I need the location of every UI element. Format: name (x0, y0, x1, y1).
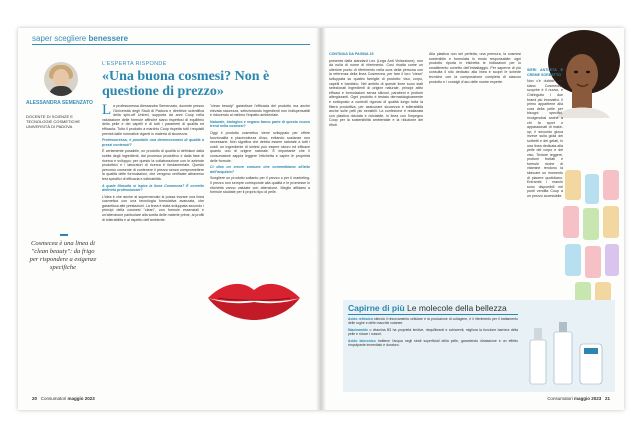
info-box-title-bold: Capirne di più (348, 303, 405, 313)
left-page (18, 28, 321, 410)
question-2: A quale filosofia si ispira la linea Cosmecea? È corretto definirla professionale? (102, 183, 204, 193)
header-kicker-plain: saper scegliere (32, 34, 89, 43)
left-issue: maggio 2023 (66, 396, 95, 401)
info-box-p2-text: o vitamina B3 ha proprietà lenitive, riequilibranti e schiarenti, migliora la funzione barriera della pelle e riduce i rossori. (348, 327, 518, 337)
right-magazine-name: Consumatori (547, 396, 573, 401)
col2-intro: "clean beauty" garantisce l'efficacia del prodotto ma anche elevata sicurezza, selezionando ingredienti non indispensabili e riducendo al minimo l'impatto ambientale. (210, 104, 310, 118)
left-footer (32, 396, 95, 401)
right-column-2 (429, 52, 521, 278)
right-page-number: 21 (604, 396, 610, 401)
section-header (32, 34, 128, 43)
sidebar-title: SIERI ANTI-ETÀ E CREME SORBETTO (527, 68, 563, 77)
right-col2-text: Alla plastica non sei perfetta, una premura, la cosmesi sostenibile e formulata in modo responsabile: ogni prodotto riporta in etichetta le indicazioni per lo smaltimento corretto dell'imballaggio. Per saperne di più consulta il sito dedicato alla linea e scopri le schede tecniche con la composizione completa di ciascun prodotto e i consigli d'uso delle nostre esperte. (429, 52, 521, 84)
author-name: ALESSANDRA SEMENZATO (26, 100, 93, 106)
right-col1-text: presenta dalla standard Leo (Lega Anti Vivisezione), non dà nulla di nome di riferimento. Così risalta come un ulteriore punto di riferimento nella cura della persona con la referenza della linea Cosmecea, per fare il loro "clean" sviluppata su quattro famiglie di prodotto: viso, corpo, capelli e bambino. Nel ambito di queste linee sono stati selezionati ingredienti di origine naturale, principi attivi efficaci e formulazioni senza siliconi, parabeni e profumi allergizzanti. Ogni prodotto è testato dermatologicamente e sottoposto a controlli rigorosi di qualità lungo tutta la filiera produttiva, per assicurare sicurezza e tollerabilità anche sulle pelli più sensibili. La confezione è realizzata con plastica riciclata e riciclabile, in linea con l'impegno Coop per la sostenibilità ambientale e la riduzione dei rifiuti. (329, 58, 423, 127)
spine-gutter (316, 28, 326, 410)
product-tubes-illustration (561, 170, 623, 310)
question-1: Professoressa, è possibile una dermocosmesi di qualità a prezzi contenuti? (102, 138, 204, 147)
right-issue: maggio 2023 (572, 396, 602, 401)
article-column-1 (102, 104, 204, 392)
info-box-p1-text: stimola il rinnovamento cellulare e la produzione di collagene, è il riferimento per il trattamento delle rughe e delle macchie cutanee. (348, 317, 518, 326)
intro-paragraph (102, 104, 204, 136)
article-column-2 (210, 104, 310, 274)
magazine-spread (18, 28, 624, 410)
article-title: «Una buona cosmesi? Non è questione di prezzo» (102, 69, 270, 99)
left-magazine-name: Consumatori (40, 396, 67, 401)
right-column-1 (329, 52, 423, 278)
avatar-body (49, 86, 73, 96)
sidebar-text: Non c'è dubbio che siano Cosmecea, scoprire è il nuovo, e Chiringuito i due brand più innovativi. Il primo appartiene alla cura della pelle per bisogni specifici, rivolgendosi anche a chi fa sport o appassionati di make-up; il secondo gioca invece sulla gioia dei sorbetti e dei gelati, in una linea dedicata alla pelle del corpo e del viso. Texture leggere, profumi fruttati e formule ricche di vitamine rendono la skincare un momento di piacere quotidiano. Entrambi i marchi sono disponibili nei punti vendita Coop a un prezzo accessibile. (527, 79, 563, 199)
info-box-rule (348, 314, 518, 315)
answer-2: L'idea è che anche al supermercato si possa trovare una linea cosmetica con una tecnologia formulativa avanzata, che garantisca alte prestazioni. La linea è stata sviluppata secondo i principi della cosmesi "clean", con formule essenziali e un'attenzione particolare alla scelta delle materie prime, ai profili di tollerabilità e al rispetto dell'ambiente. (102, 194, 204, 222)
right-footer (547, 396, 610, 401)
info-box-p3-text: trattiene l'acqua negli strati superficiali della pelle, garantendo idratazione e un effetto rimpolpante immediato e duraturo. (348, 338, 519, 348)
header-kicker-bold: benessere (88, 34, 129, 43)
sidebar-column (527, 68, 563, 288)
subheading: Naturale, biologico e vegano fanno parte di questo nuovo trend nella cosmesi? (210, 119, 310, 129)
question-3: Ci dica un errore comune che commettiamo all'atto dell'acquisto? (210, 165, 310, 174)
left-page-number: 20 (32, 396, 38, 401)
section-label: L'ESPERTA RISPONDE (102, 61, 167, 67)
pull-quote-bar (60, 234, 68, 236)
info-box-p3-label: Acido ialuronico (348, 338, 376, 343)
answer-3: Scegliere un prodotto soltanto per il prezzo o per il marketing. Il prezzo non sempre corrisponde alla qualità e le promesse in etichetta vanno valutate con attenzione. Meglio affidarsi a formule studiate per il proprio tipo di pelle. (210, 176, 310, 195)
serum-bottles-illustration (524, 314, 612, 390)
dropcap: L (102, 104, 112, 118)
info-box-p1 (348, 317, 518, 326)
info-box-text (348, 317, 518, 349)
info-box-p1-label: Acido retinoico (348, 317, 373, 321)
author-avatar (44, 62, 78, 96)
pull-quote: Cosmecea è una linea di "clean beauty": da frigo per rispondere a esigenze specifiche (29, 240, 97, 271)
info-box-p2-label: Niacinamide (348, 327, 368, 332)
col2-answer: Oggi il prodotto cosmetico viene sviluppato per offrire funzionalità e piacevolezza d'uso, evitando sostanze non necessarie. Non significa che debba essere naturale a tutti i costi: un ingrediente di sintesi può essere sicuro ed efficace quanto uno di origine naturale. È importante che il consumatore sappia leggere l'etichetta e capire le proprietà delle formule. (210, 130, 310, 163)
answer-1: È certamente possibile, un prodotto di qualità si definisce dalla scelta degli ingredienti, dal processo produttivo e dalla fase di ricerca e sviluppo: per questo la collaborazione con le aziende produttrici e i laboratori di ricerca è fondamentale. Questo percorso consente di contenere il prezzo senza compromettere la qualità delle formulazioni, che vengono verificate attraverso test specifici di efficacia e tollerabilità. (102, 149, 204, 181)
info-box-p2 (348, 328, 518, 337)
lips-illustration (204, 276, 304, 322)
header-rule (32, 44, 310, 45)
continued-kicker: CONTINUA DA PAGINA 19 (329, 52, 374, 56)
info-box-p3 (348, 339, 518, 348)
avatar-face (53, 69, 69, 87)
author-role: DOCENTE DI SCIENZE E TECNOLOGIE COSMETICHE UNIVERSITÀ DI PADOVA (26, 114, 81, 129)
info-box-title-rest: Le molecole della bellezza (404, 303, 507, 313)
intro-text: a professoressa Alessandra Semenzato, docente presso l'Università degli Studi di Padova e direttrice scientifica della spin-off Unired, supporta da anni Coop nella valutazione delle formule affinché siano rispettosi di equilibrio della pelle e dei capelli e di tutti i parametri di qualità ed efficacia. Tutto il prodotto a marchio Coop rispetta tutti i requisiti previsti dalle normative vigenti in materia di sicurezza. (102, 104, 204, 136)
info-box-title (348, 303, 507, 313)
